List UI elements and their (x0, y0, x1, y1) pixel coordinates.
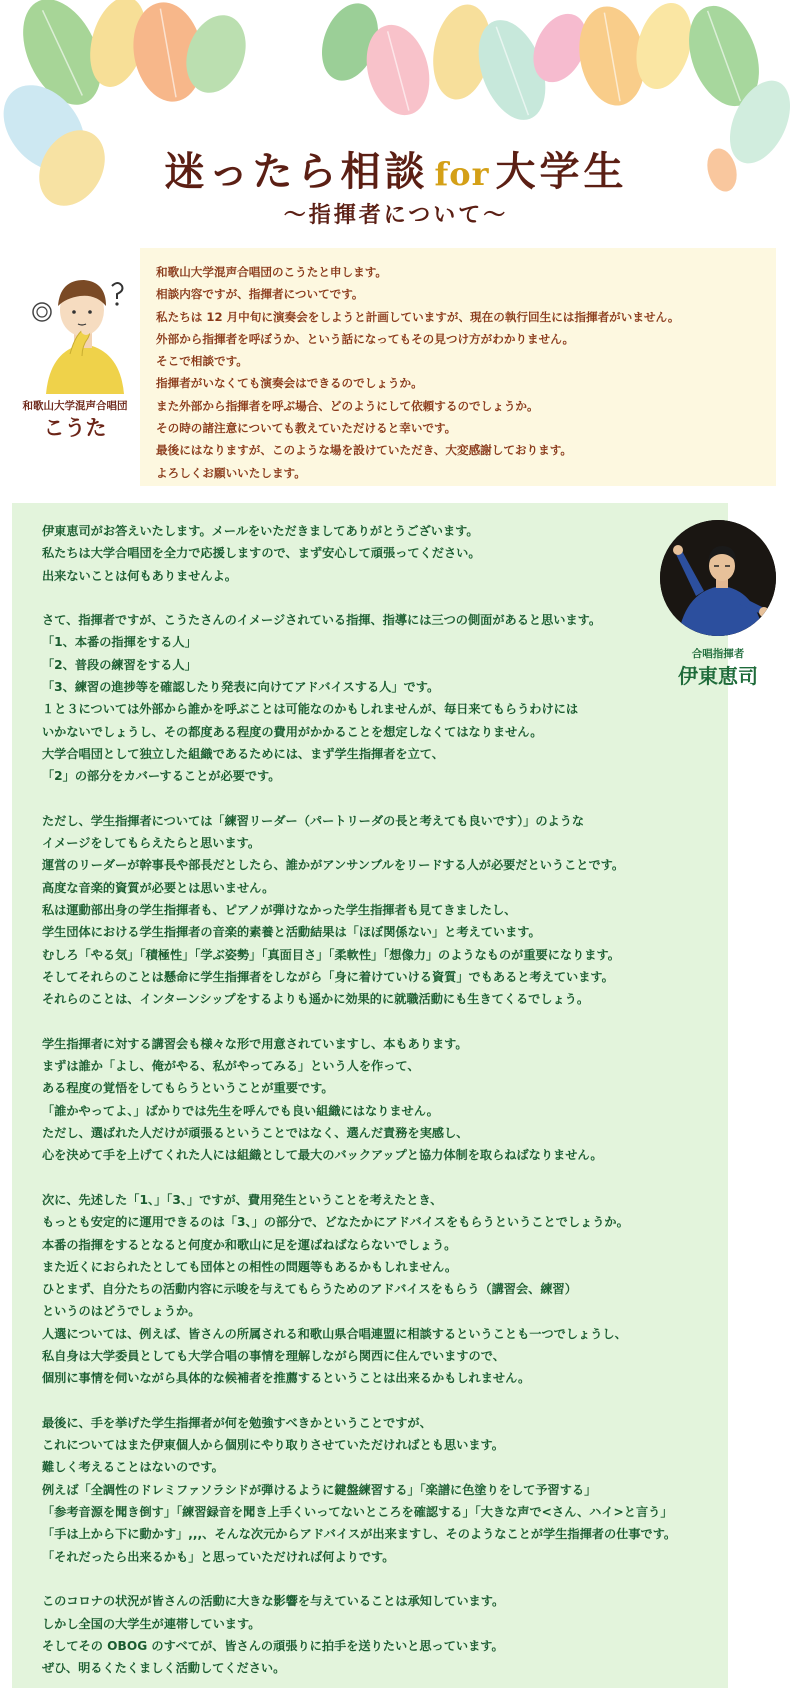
answer-line: 難しく考えることはないのです。 (42, 1460, 224, 1475)
answer-line: 学生指揮者に対する講習会も様々な形で用意されていますし、本もあります。 (42, 1036, 468, 1051)
paragraph-gap (42, 1011, 682, 1033)
student-avatar-illustration (20, 262, 140, 394)
answer-line: ただし、選ばれた人だけが頑張るということではなく、選んだ責務を実感し、 (42, 1126, 469, 1141)
answer-line: ぜひ、明るくたくましく活動してください。 (42, 1661, 286, 1676)
answer-line: 「誰かやってよ、」ばかりでは先生を呼んでも良い組織にはなりません。 (42, 1103, 439, 1118)
answer-line: 「3、練習の進捗等を確認したり発表に向けてアドバイスする人」です。 (42, 680, 440, 695)
answer-line: もっとも安定的に運用できるのは「3、」の部分で、どなたかにアドバイスをもらうということでしょうか。 (42, 1215, 629, 1230)
asker-organization: 和歌山大学混声合唱団 (22, 400, 128, 412)
answer-line: というのはどうでしょうか。 (42, 1304, 201, 1319)
answer-line: 「それだったら出来るかも」と思っていただければ何よりです。 (42, 1549, 395, 1564)
answer-line: 学生団体における学生指揮者の音楽的素養と活動結果は「ほぼ関係ない」と考えています。 (42, 925, 541, 940)
answerer-name: 伊東恵司 (678, 664, 758, 688)
answer-line: ただし、学生指揮者については「練習リーダー（パートリーダの長と考えても良いです）」のような (42, 813, 585, 828)
answer-line: また近くにおられたとしても団体との相性の問題等もあるかもしれません。 (42, 1259, 458, 1274)
paragraph-gap (42, 1167, 682, 1189)
answer-line: 最後に、手を挙げた学生指揮者が何を勉強すべきかということですが、 (42, 1415, 432, 1430)
answer-line: 人選については、例えば、皆さんの所属される和歌山県合唱連盟に相談するということも一つでしょうし、 (42, 1326, 627, 1341)
question-line: よろしくお願いいたします。 (156, 465, 306, 480)
answer-line: それらのことは、インターンシップをするよりも遥かに効果的に就職活動にも生きてくるでしょう。 (42, 992, 590, 1007)
answer-line: 「手は上から下に動かす」,,,、そんな次元からアドバイスが出来ますし、そのようなことが学生指揮者の仕事です。 (42, 1527, 677, 1542)
answer-line: イメージをしてもらえたらと思います。 (42, 836, 261, 851)
answer-line: 運営のリーダーが幹事長や部長だとしたら、誰かがアンサンブルをリードする人が必要だということです。 (42, 858, 625, 873)
answer-line: 個別に事情を伺いながら具体的な候補者を推薦するということは出来るかもしれません。 (42, 1371, 531, 1386)
answer-line: 心を決めて手を上げてくれた人には組織として最大のバックアップと協力体制を取らねばなりません。 (42, 1148, 603, 1163)
answer-line: 私たちは大学合唱団を全力で応援しますので、まず安心して頑張ってください。 (42, 546, 481, 561)
answer-line: 本番の指揮をするとなると何度か和歌山に足を運ばねばならないでしょう。 (42, 1237, 457, 1252)
asker-name: こうた (43, 415, 107, 440)
answer-line: 「1、本番の指揮をする人」 (42, 635, 197, 650)
answer-line: そしてその OBOG のすべてが、皆さんの頑張りに拍手を送りたいと思っています。 (42, 1638, 504, 1653)
answer-line: しかし全国の大学生が連帯しています。 (42, 1616, 261, 1631)
answer-line: ある程度の覚悟をしてもらうということが重要です。 (42, 1081, 334, 1096)
answer-line: 「2」の部分をカバーすることが必要です。 (42, 769, 281, 784)
question-line: 指揮者がいなくても演奏会はできるのでしょうか。 (156, 376, 423, 391)
answer-line: 「参考音源を聞き倒す」「練習録音を聞き上手くいってないところを確認する」「大きな声で<さん、ハイ>と言う」 (42, 1505, 673, 1520)
page-title (0, 140, 792, 197)
title-main: 迷ったら相談 (164, 148, 429, 195)
answer-line: 私は運動部出身の学生指揮者も、ピアノが弾けなかった学生指揮者も見てきましたし、 (42, 903, 517, 918)
answerer-role: 合唱指揮者 (691, 648, 745, 660)
answer-line: 伊東恵司がお答えいたします。メールをいただきましてありがとうございます。 (42, 524, 479, 538)
question-line: 最後にはなりますが、このような場を設けていただき、大変感謝しております。 (156, 443, 572, 458)
paragraph-gap (42, 587, 682, 609)
answer-line: このコロナの状況が皆さんの活動に大きな影響を与えていることは承知しています。 (42, 1594, 505, 1609)
question-line: 私たちは 12 月中旬に演奏会をしようと計画していますが、現在の執行回生には指揮者がいません。 (156, 309, 680, 324)
answer-line: そしてそれらのことは懸命に学生指揮者をしながら「身に着けていける資質」でもあると考えています。 (42, 969, 614, 984)
answer-text (42, 520, 682, 1679)
answer-line: さて、指揮者ですが、こうたさんのイメージされている指揮、指導には三つの側面があると思います。 (42, 613, 602, 628)
answer-line: ひとまず、自分たちの活動内容に示唆を与えてもらうためのアドバイスをもらう（講習会、練習） (42, 1282, 577, 1297)
answer-line: いかないでしょうし、その都度ある程度の費用がかかることを想定しなくてはなりません。 (42, 724, 543, 739)
title-for: for (434, 155, 490, 193)
answer-line: 高度な音楽的資質が必要とは思いません。 (42, 880, 275, 895)
question-line: また外部から指揮者を呼ぶ場合、どのようにして依頼するのでしょうか。 (156, 398, 539, 413)
page-subtitle: ～指揮者について～ (283, 202, 509, 228)
answer-line: 私自身は大学委員としても大学合唱の事情を理解しながら関西に住んでいますので、 (42, 1348, 505, 1363)
answer-line: これについてはまた伊東個人から個別にやり取りさせていただければとも思います。 (42, 1438, 504, 1453)
answer-line: 「2、普段の練習をする人」 (42, 657, 197, 672)
question-line: 和歌山大学混声合唱団のこうたと申します。 (156, 265, 387, 279)
question-line: 外部から指揮者を呼ぼうか、という話になってもその見つけ方がわかりません。 (156, 331, 575, 346)
question-line: 相談内容ですが、指揮者についてです。 (156, 287, 364, 302)
question-line: そこで相談です。 (156, 354, 248, 369)
title-end: 大学生 (495, 148, 628, 195)
paragraph-gap (42, 788, 682, 810)
paragraph-gap (42, 1568, 682, 1590)
answer-line: 出来ないことは何もありませんよ。 (42, 568, 237, 583)
paragraph-gap (42, 1390, 682, 1412)
answer-line: むしろ「やる気」「積極性」「学ぶ姿勢」「真面目さ」「柔軟性」「想像力」のようなものが重要になります。 (42, 947, 620, 962)
answer-line: １と３については外部から誰かを呼ぶことは可能なのかもしれませんが、毎日来てもらうわけには (42, 702, 579, 717)
answer-line: 例えば「全調性のドレミファソラシドが弾けるように鍵盤練習する」「楽譜に色塗りをして予習する」 (42, 1482, 597, 1497)
question-line: その時の諸注意についても教えていただけると幸いです。 (156, 421, 457, 436)
question-box (140, 248, 776, 486)
answer-line: 次に、先述した「1、」「3、」ですが、費用発生ということを考えたとき、 (42, 1192, 443, 1207)
answer-line: 大学合唱団として独立した組織であるためには、まず学生指揮者を立て、 (42, 746, 444, 761)
answer-line: まずは誰か「よし、俺がやる、私がやってみる」という人を作って、 (42, 1059, 420, 1074)
